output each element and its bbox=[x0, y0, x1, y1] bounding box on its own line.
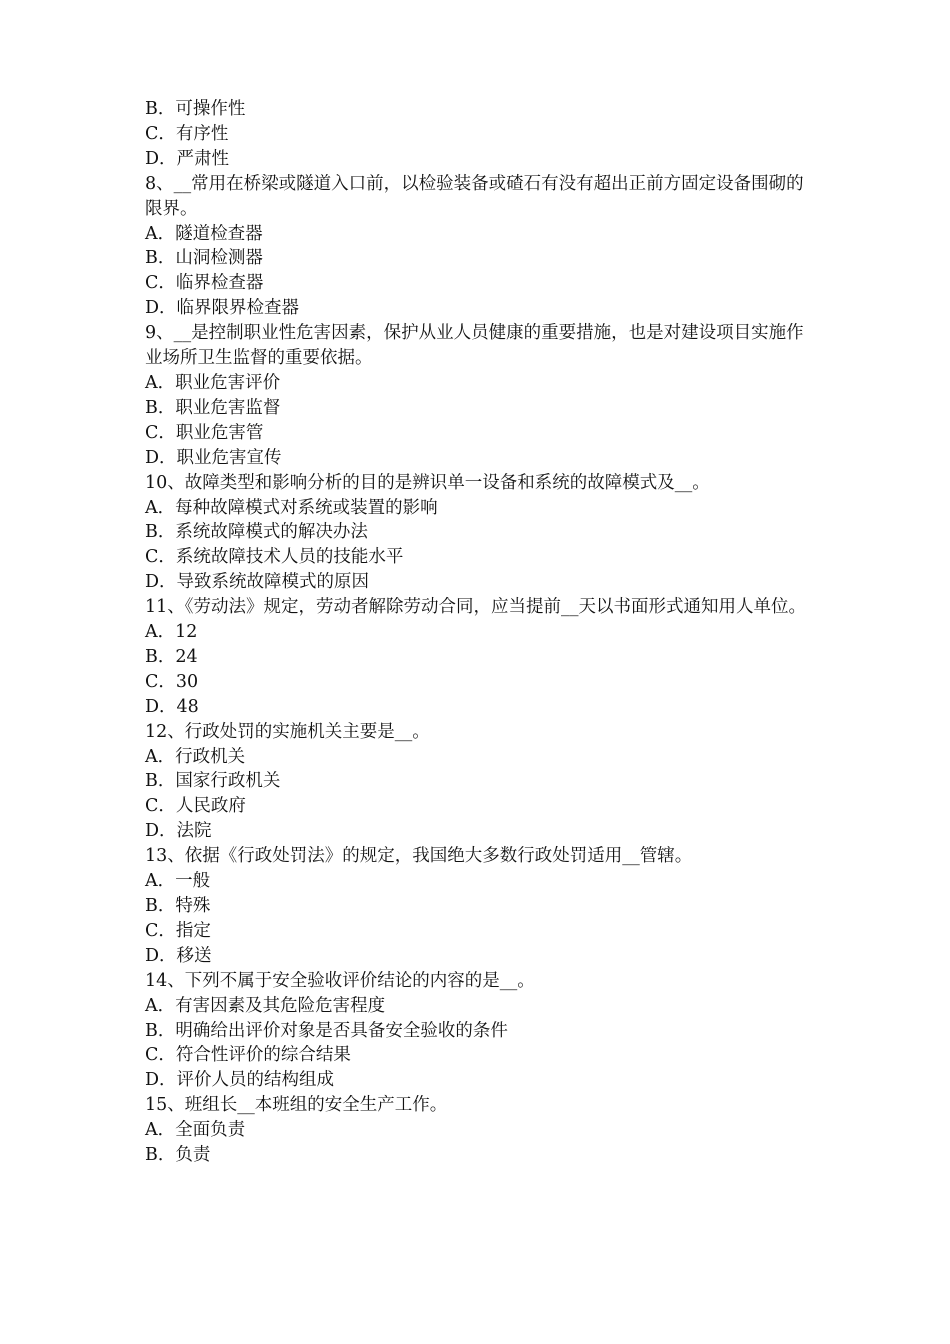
question-text: 15、班组长__本班组的安全生产工作。 bbox=[145, 1095, 448, 1116]
option-line: D．48 bbox=[145, 696, 199, 717]
option-line: B．负责 bbox=[145, 1145, 211, 1166]
question-text: 11、《劳动法》规定，劳动者解除劳动合同，应当提前__天以书面形式通知用人单位。 bbox=[145, 597, 807, 618]
option-line: C．人民政府 bbox=[145, 796, 246, 817]
option-line: C．临界检查器 bbox=[145, 273, 264, 294]
question-text: 10、故障类型和影响分析的目的是辨识单一设备和系统的故障模式及__。 bbox=[145, 472, 710, 493]
option-line: A．行政机关 bbox=[145, 746, 246, 767]
option-line: A．有害因素及其危险危害程度 bbox=[145, 995, 386, 1016]
option-line: B．24 bbox=[145, 646, 198, 667]
question-text: 12、行政处罚的实施机关主要是__。 bbox=[145, 721, 430, 742]
option-line: D．临界限界检查器 bbox=[145, 298, 300, 319]
question-text: 14、下列不属于安全验收评价结论的内容的是__。 bbox=[145, 970, 535, 991]
option-line: D．严肃性 bbox=[145, 148, 230, 169]
option-line: B．特殊 bbox=[145, 896, 211, 916]
option-line: D．导致系统故障模式的原因 bbox=[145, 572, 370, 593]
option-line: D．评价人员的结构组成 bbox=[145, 1070, 335, 1091]
option-line: B．职业危害监督 bbox=[145, 397, 281, 418]
question-text: 9、__是控制职业性危害因素，保护从业人员健康的重要措施，也是对建设项目实施作业场所卫生监督的重要依据。 bbox=[145, 323, 804, 369]
option-line: B．明确给出评价对象是否具备安全验收的条件 bbox=[145, 1020, 508, 1041]
option-line: D．职业危害宣传 bbox=[145, 447, 282, 468]
question-text: 13、依据《行政处罚法》的规定，我国绝大多数行政处罚适用__管辖。 bbox=[145, 846, 693, 867]
option-line: D．法院 bbox=[145, 821, 212, 842]
option-line: C．职业危害管 bbox=[145, 422, 264, 443]
option-line: B．系统故障模式的解决办法 bbox=[145, 522, 368, 543]
option-line: A．12 bbox=[145, 622, 198, 643]
option-line: A．全面负责 bbox=[145, 1120, 246, 1141]
option-line: D．移送 bbox=[145, 945, 212, 966]
option-line: B．山洞检测器 bbox=[145, 248, 263, 269]
option-line: C．符合性评价的综合结果 bbox=[145, 1045, 351, 1066]
option-line: C．系统故障技术人员的技能水平 bbox=[145, 547, 404, 568]
document-body bbox=[145, 97, 810, 1168]
option-line: A．职业危害评价 bbox=[145, 372, 281, 393]
option-line: C．30 bbox=[145, 671, 199, 692]
option-line: B．国家行政机关 bbox=[145, 771, 281, 792]
option-line: C．有序性 bbox=[145, 123, 229, 144]
option-line: A．每种故障模式对系统或装置的影响 bbox=[145, 497, 438, 518]
option-line: A．隧道检查器 bbox=[145, 223, 263, 244]
question-text: 8、__常用在桥梁或隧道入口前，以检验装备或碴石有没有超出正前方固定设备围砌的限界。 bbox=[145, 173, 804, 219]
option-line: A．一般 bbox=[145, 871, 211, 892]
option-line: C．指定 bbox=[145, 920, 211, 941]
option-line: B．可操作性 bbox=[145, 99, 246, 119]
